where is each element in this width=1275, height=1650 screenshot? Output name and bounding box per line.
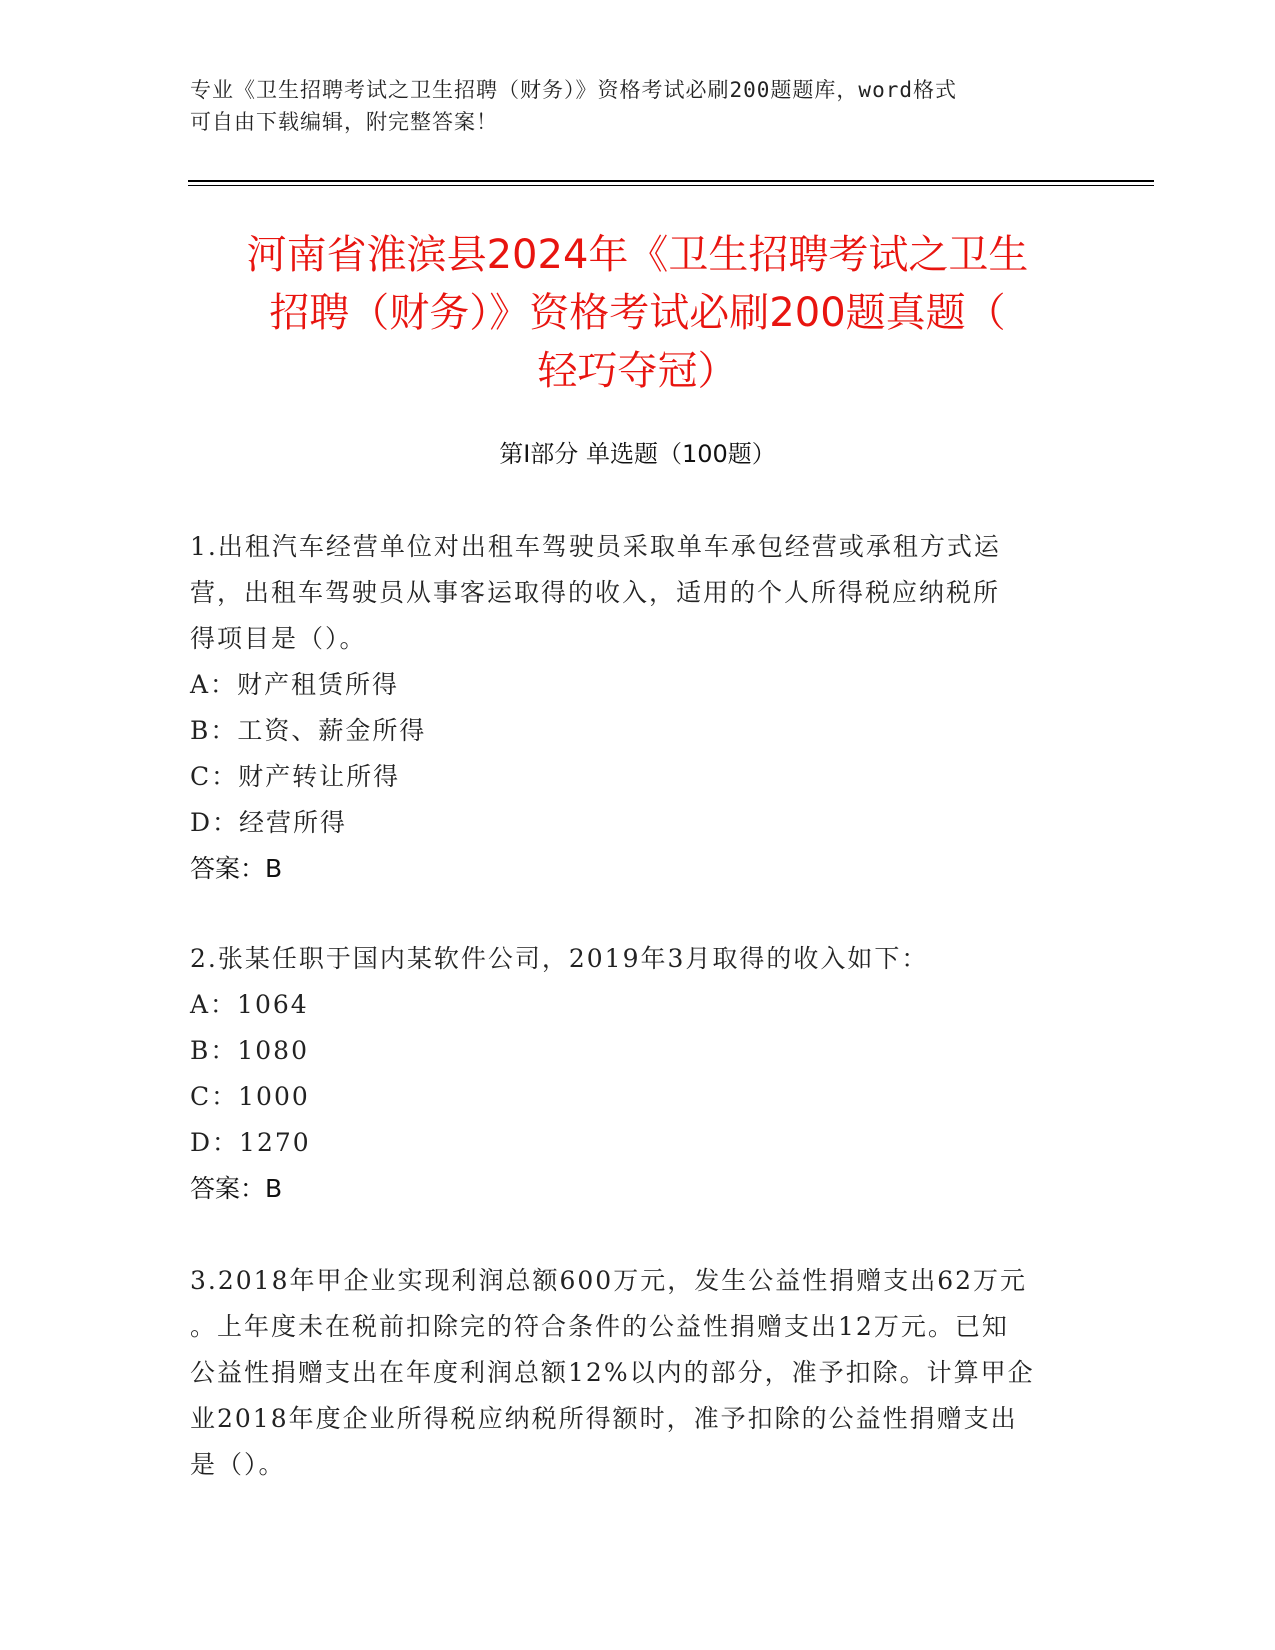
question-2 <box>190 936 1090 1212</box>
option-a: A：1064 <box>190 990 309 1019</box>
option-c: C：1000 <box>190 1082 310 1111</box>
header-note-line-2: 可自由下载编辑，附完整答案！ <box>190 110 498 134</box>
question-stem-line: 。上年度未在税前扣除完的符合条件的公益性捐赠支出12万元。已知 <box>190 1312 1009 1341</box>
answer-line: 答案：B <box>190 1174 283 1203</box>
option-b: B：工资、薪金所得 <box>190 716 427 745</box>
option-d: D：经营所得 <box>190 808 348 837</box>
option-b: B：1080 <box>190 1036 309 1065</box>
question-3 <box>190 1258 1090 1488</box>
question-stem-line: 1.出租汽车经营单位对出租车驾驶员采取单车承包经营或承租方式运 <box>190 532 1001 561</box>
question-stem-line: 得项目是（）。 <box>190 624 367 653</box>
answer-line: 答案：B <box>190 854 283 883</box>
question-stem-line: 3.2018年甲企业实现利润总额600万元，发生公益性捐赠支出62万元 <box>190 1266 1028 1295</box>
header-note-line-1: 专业《卫生招聘考试之卫生招聘（财务）》资格考试必刷200题题库，word格式 <box>190 78 957 102</box>
question-stem-line: 业2018年度企业所得税应纳税所得额时，准予扣除的公益性捐赠支出 <box>190 1404 1018 1433</box>
title-line-1: 河南省淮滨县2024年《卫生招聘考试之卫生 <box>246 232 1029 278</box>
title-line-2: 招聘（财务）》资格考试必刷200题真题（ <box>269 290 1006 336</box>
question-stem-line: 公益性捐赠支出在年度利润总额12%以内的部分，准予扣除。计算甲企 <box>190 1358 1035 1387</box>
document-header-note <box>190 74 1090 138</box>
header-divider-thick <box>188 180 1154 182</box>
document-title <box>160 226 1115 400</box>
question-stem-line: 是（）。 <box>190 1450 286 1479</box>
header-divider-thin <box>188 185 1154 186</box>
question-stem-line: 2.张某任职于国内某软件公司，2019年3月取得的收入如下： <box>190 944 929 973</box>
option-a: A：财产租赁所得 <box>190 670 400 699</box>
option-c: C：财产转让所得 <box>190 762 401 791</box>
title-line-3: 轻巧夺冠） <box>537 348 738 394</box>
question-1 <box>190 524 1090 892</box>
option-d: D：1270 <box>190 1128 311 1157</box>
question-stem-line: 营，出租车驾驶员从事客运取得的收入，适用的个人所得税应纳税所 <box>190 578 1001 607</box>
section-heading: 第I部分 单选题（100题） <box>499 440 776 468</box>
